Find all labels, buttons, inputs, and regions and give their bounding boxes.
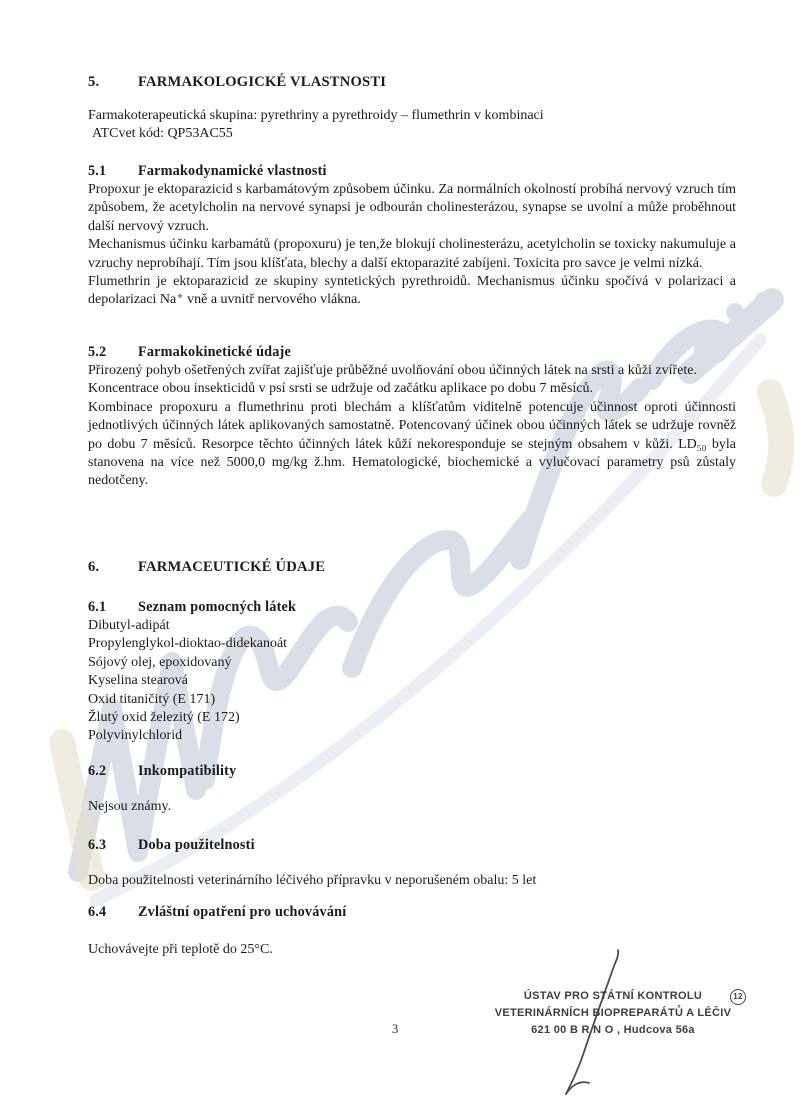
section-6-3-title: Doba použitelnosti <box>138 837 255 853</box>
stamp-line-1: ÚSTAV PRO STÁTNÍ KONTROLU <box>523 990 703 1002</box>
section-6-3-number: 6.3 <box>88 837 107 853</box>
pharmacotherapeutic-group-line: Farmakoterapeutická skupina: pyrethriny a pyrethroidy – flumethrin v kombinaci <box>88 108 544 123</box>
section-5-title: FARMAKOLOGICKÉ VLASTNOSTI <box>138 74 387 90</box>
excipient-item: Sójový olej, epoxidovaný <box>88 654 232 670</box>
paragraph: Koncentrace obou insekticidů v psí srsti se udržuje od začátku aplikace po dobu 7 měsíců. <box>88 381 594 397</box>
section-6-1-title: Seznam pomocných látek <box>138 599 297 615</box>
section-6-title: FARMACEUTICKÉ ÚDAJE <box>138 559 326 575</box>
section-6-3-heading <box>88 837 736 854</box>
paragraph: Přirozený pohyb ošetřených zvířat zajišťuje průběžné uvolňování obou účinných látek na srsti a kůži zvířete. <box>88 363 697 378</box>
excipient-item: Propylenglykol-dioktao-didekanoát <box>88 636 288 652</box>
section-6-2-title: Inkompatibility <box>138 763 237 779</box>
excipients-list <box>88 617 736 746</box>
paragraph: Mechanismus účinku karbamátů (propoxuru) je ten,že blokují cholinesterázu, acetylcholin se toxicky nakumuluje a vzruchy neprobíhají. Tím jsou klíšťata, blechy a další ektoparazité zabíjeni. Toxicita pro savce je velmi nízká. <box>88 237 736 271</box>
section-6-2-number: 6.2 <box>88 763 107 779</box>
section-6-4-heading <box>88 904 736 921</box>
excipient-item: Oxid titaničitý (E 171) <box>88 691 216 707</box>
section-6-2-body: Nejsou známy. <box>88 799 172 814</box>
section-5-number: 5. <box>88 74 100 90</box>
stamp-line-3: 621 00 B R N O , Hudcova 56a <box>531 1024 695 1036</box>
section-6-number: 6. <box>88 559 100 575</box>
paragraph: Kombinace propoxuru a flumethrinu proti blechám a klíšťatům viditelně potencuje účinnost oproti účinnosti jednotlivých účinných látek aplikovaných samostatně. Potencovaný účinek obou účinných látek se udržuje rovněž po dobu 7 měsíců. Resorpce těchto účinných látek kůží nekoresponduje se stejným obsahem v kůži. LD₅₀ byla stanovena na více než 5000,0 mg/kg ž.hm. Hematologické, biochemické a vylučovací parametry psů zůstaly nedotčeny. <box>88 399 736 489</box>
section-5-2-heading <box>88 344 736 361</box>
paragraph: Propoxur je ektoparazicid s karbamátovým způsobem účinku. Za normálních okolností probíhá nervový vzruch tím způsobem, že acetylcholin na nervové synapsi je odbourán cholinesterázou, synapse se uvolní a může proběhnout další nervový vzruch. <box>88 182 736 234</box>
excipient-item: Dibutyl-adipát <box>88 618 170 633</box>
stamp-badge: 12 <box>730 989 746 1005</box>
section-6-2-heading <box>88 763 736 780</box>
section-5-1-heading <box>88 163 736 180</box>
section-6-4-number: 6.4 <box>88 904 107 920</box>
excipient-item: Žlutý oxid železitý (E 172) <box>88 710 240 726</box>
section-6-3-body: Doba použitelnosti veterinárního léčivého přípravku v neporušeném obalu: 5 let <box>88 873 537 888</box>
section-5-1-number: 5.1 <box>88 163 107 179</box>
section-6-4-body: Uchovávejte při teplotě do 25°C. <box>88 942 273 957</box>
atcvet-code-line: ATCvet kód: QP53AC55 <box>92 126 233 142</box>
section-5-2-title: Farmakokinetické údaje <box>138 344 291 360</box>
excipient-item: Kyselina stearová <box>88 673 188 689</box>
section-5-1-title: Farmakodynamické vlastnosti <box>138 163 327 179</box>
institute-stamp <box>488 988 743 1039</box>
stamp-line-2: VETERINÁRNÍCH BIOPREPARÁTŮ A LÉČIV <box>494 1007 732 1019</box>
section-5-2-body <box>88 362 736 491</box>
section-5-2-number: 5.2 <box>88 344 107 360</box>
paragraph: Flumethrin je ektoparazicid ze skupiny syntetických pyrethroidů. Mechanismus účinku spočívá v polarizaci a depolarizaci Na⁺ vně a uvnitř nervového vlákna. <box>88 274 736 308</box>
section-5-1-body <box>88 181 736 310</box>
atc-group-block <box>88 107 736 144</box>
section-5-heading <box>88 74 736 91</box>
section-6-1-heading <box>88 599 736 616</box>
section-6-heading <box>88 559 736 576</box>
page-number: 3 <box>392 1022 399 1036</box>
section-6-1-number: 6.1 <box>88 599 107 615</box>
excipient-item: Polyvinylchlorid <box>88 728 183 744</box>
section-6-4-title: Zvláštní opatření pro uchovávání <box>138 904 347 920</box>
